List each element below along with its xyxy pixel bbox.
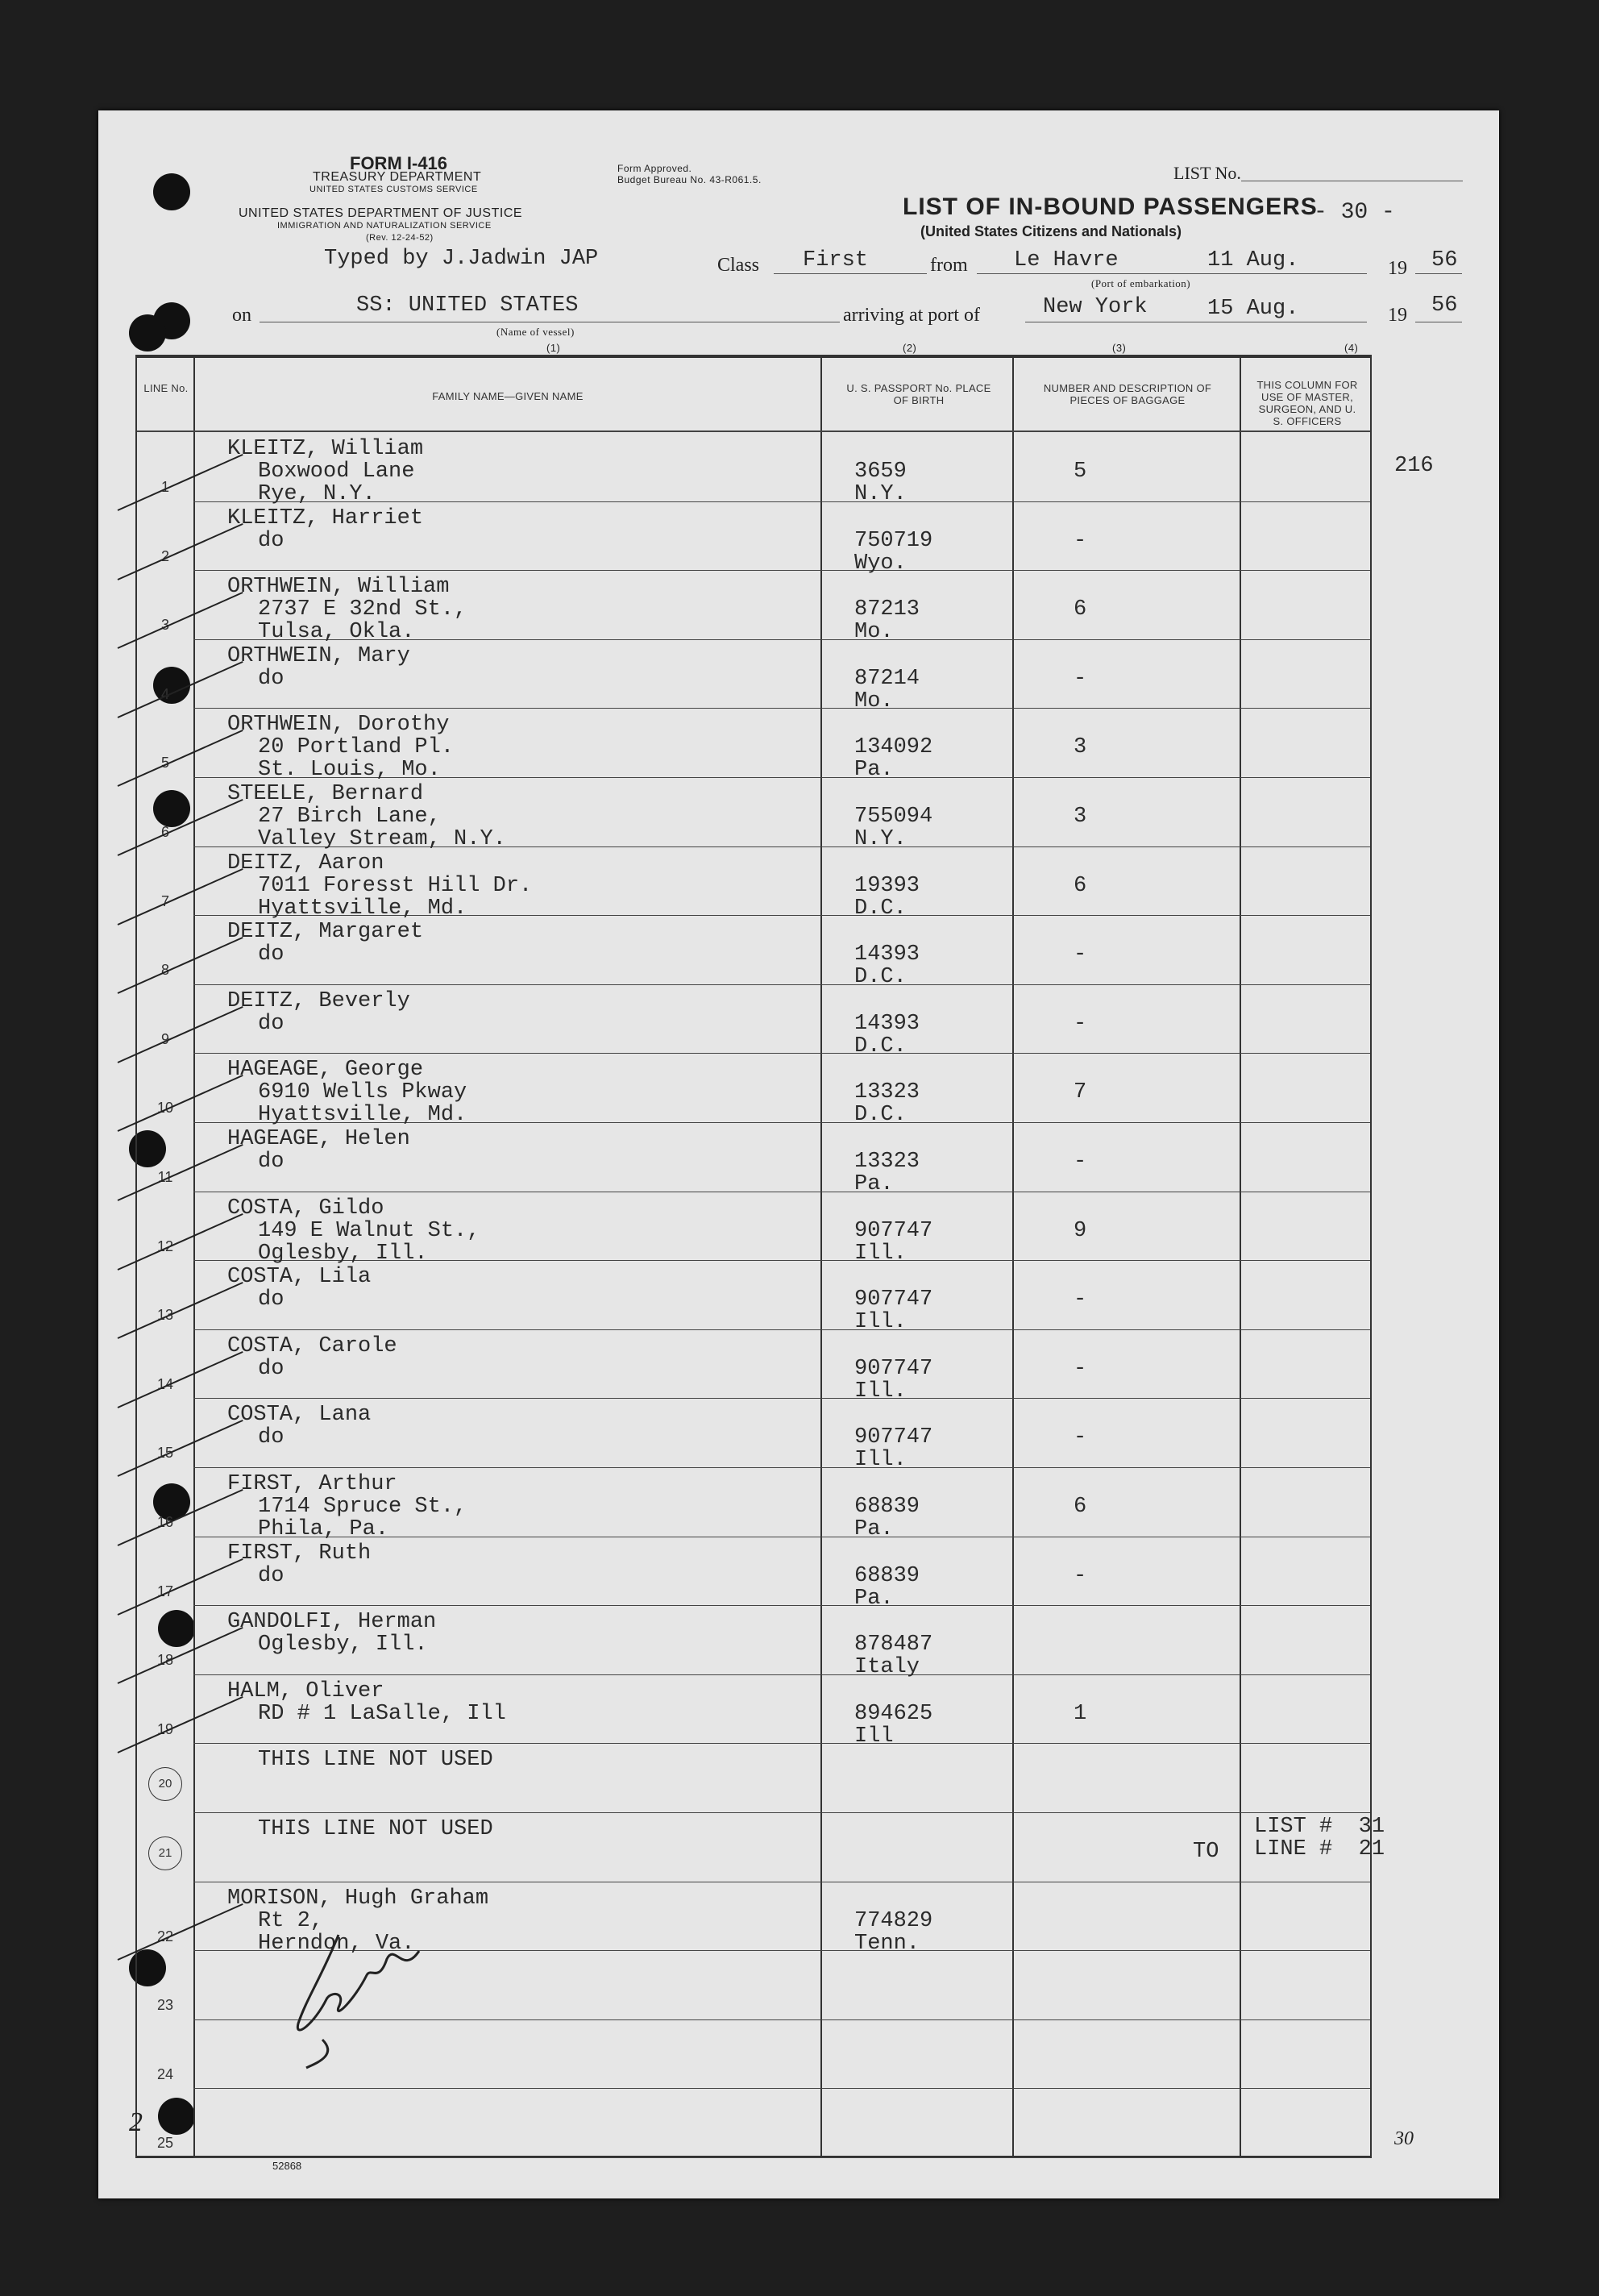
passenger-address: St. Louis, Mo. <box>258 758 441 783</box>
row-divider <box>193 2088 1370 2089</box>
baggage-count: - <box>1074 528 1087 553</box>
passport-number: 907747 <box>854 1356 933 1381</box>
check-mark <box>118 1351 243 1408</box>
binder-hole <box>153 173 190 210</box>
passenger-address: 27 Birch Lane, <box>258 805 441 829</box>
from-port: Le Havre <box>1014 248 1119 272</box>
line-number: 2 <box>160 547 169 564</box>
birth-place: Pa. <box>854 1517 894 1541</box>
budget-label: Budget Bureau No. 43-R061.5. <box>617 174 762 185</box>
passenger-name: MORISON, Hugh Graham <box>227 1886 489 1911</box>
baggage-count: 7 <box>1074 1080 1087 1105</box>
passenger-name: FIRST, Arthur <box>227 1472 397 1496</box>
line-number: 12 <box>156 1237 174 1254</box>
passenger-address: do <box>258 1287 284 1312</box>
row-divider <box>193 984 1370 985</box>
header-divider <box>137 430 1370 432</box>
officer-note: LIST # 31 LINE # 21 <box>1254 1815 1385 1861</box>
birth-place: Pa. <box>854 758 894 783</box>
baggage-count: 9 <box>1074 1218 1087 1243</box>
row-divider <box>193 570 1370 571</box>
line-number: 1 <box>160 479 169 495</box>
line-number: 16 <box>156 1514 174 1530</box>
line-number: 25 <box>156 2135 174 2152</box>
arrival-port: New York <box>1043 295 1148 319</box>
passenger-name: KLEITZ, William <box>227 437 424 461</box>
passenger-name: THIS LINE NOT USED <box>258 1748 493 1773</box>
line-number: 20 <box>148 1767 182 1801</box>
check-mark <box>118 799 243 856</box>
class-line <box>774 273 927 274</box>
birth-place: D.C. <box>854 896 907 921</box>
passenger-address: Oglesby, Ill. <box>258 1633 428 1658</box>
baggage-count: 6 <box>1074 873 1087 898</box>
check-mark <box>118 1282 243 1339</box>
approved-label: Form Approved. <box>617 163 692 174</box>
treasury-label: TREASURY DEPARTMENT <box>313 170 482 184</box>
line-number: 9 <box>160 1030 169 1047</box>
passenger-name: COSTA, Lila <box>227 1265 372 1290</box>
row-divider <box>193 2157 1370 2158</box>
check-mark <box>118 592 243 649</box>
col3-number: (3) <box>1112 342 1127 354</box>
passenger-address: do <box>258 942 284 967</box>
passenger-address: do <box>258 1563 284 1588</box>
line-number: 3 <box>160 617 169 634</box>
passenger-address: RD # 1 LaSalle, Ill <box>258 1701 506 1726</box>
baggage-count: 3 <box>1074 805 1087 829</box>
col-head-baggage: NUMBER AND DESCRIPTION OF PIECES OF BAGGAGE <box>1043 382 1212 406</box>
passenger-address: 2737 E 32nd St., <box>258 597 467 622</box>
baggage-count: - <box>1074 1150 1087 1174</box>
column-divider <box>1240 358 1241 2156</box>
passenger-address: Hyattsville, Md. <box>258 1103 467 1128</box>
birth-place: D.C. <box>854 965 907 990</box>
baggage-count: - <box>1074 1011 1087 1036</box>
passport-number: 774829 <box>854 1908 933 1933</box>
passport-number: 894625 <box>854 1701 933 1726</box>
birth-place: Tenn. <box>854 1931 920 1956</box>
officer-note: 216 <box>1394 454 1434 478</box>
birth-place: Mo. <box>854 688 894 713</box>
col-head-officers: THIS COLUMN FOR USE OF MASTER, SURGEON, AND U. S. OFFICERS <box>1256 379 1358 427</box>
check-mark <box>118 454 243 511</box>
row-divider <box>193 1674 1370 1675</box>
from-year-prefix: 19 <box>1388 258 1407 279</box>
birth-place: Pa. <box>854 1172 894 1196</box>
baggage-count: - <box>1074 1425 1087 1450</box>
baggage-count: - <box>1074 1563 1087 1588</box>
col-head-passport: U. S. PASSPORT No. PLACE OF BIRTH <box>846 382 991 406</box>
passenger-address: Oglesby, Ill. <box>258 1241 428 1266</box>
col1-number: (1) <box>546 342 561 354</box>
baggage-count: 1 <box>1074 1701 1087 1726</box>
line-number: 14 <box>156 1375 174 1392</box>
birth-place: Wyo. <box>854 551 907 576</box>
passport-number: 19393 <box>854 873 920 898</box>
vessel-label: (Name of vessel) <box>496 326 575 338</box>
vessel-name: SS: UNITED STATES <box>356 293 579 318</box>
row-divider <box>193 1605 1370 1606</box>
birth-place: Ill. <box>854 1241 907 1266</box>
passport-number: 68839 <box>854 1495 920 1519</box>
birth-place: D.C. <box>854 1103 907 1128</box>
immigration-label: IMMIGRATION AND NATURALIZATION SERVICE <box>277 221 492 231</box>
check-mark <box>118 523 243 580</box>
arrival-year: 56 <box>1431 293 1458 318</box>
on-label: on <box>232 305 251 326</box>
passenger-address: do <box>258 528 284 553</box>
passport-number: 68839 <box>854 1563 920 1588</box>
passenger-name: HAGEAGE, Helen <box>227 1127 410 1151</box>
baggage-count: 6 <box>1074 1495 1087 1519</box>
passport-number: 134092 <box>854 735 933 760</box>
from-year-line <box>1415 273 1462 274</box>
passenger-name: STEELE, Bernard <box>227 782 424 806</box>
passport-number: 87214 <box>854 666 920 691</box>
check-mark <box>118 730 243 787</box>
form-number: FORM I-416 <box>350 153 448 173</box>
birth-place: Ill. <box>854 1379 907 1404</box>
birth-place: N.Y. <box>854 827 907 851</box>
passenger-address: Phila, Pa. <box>258 1517 389 1541</box>
check-mark <box>118 1489 243 1546</box>
row-divider <box>193 1053 1370 1054</box>
passenger-address: 1714 Spruce St., <box>258 1495 467 1519</box>
check-mark <box>118 1627 243 1684</box>
passenger-address: Rye, N.Y. <box>258 482 376 506</box>
justice-label: UNITED STATES DEPARTMENT OF JUSTICE <box>239 206 523 220</box>
from-date: 11 Aug. <box>1207 248 1299 272</box>
check-mark <box>118 1558 243 1616</box>
birth-place: Ill <box>854 1724 894 1749</box>
passenger-address: 149 E Walnut St., <box>258 1218 480 1243</box>
baggage-count: - <box>1074 1356 1087 1381</box>
baggage-count: 3 <box>1074 735 1087 760</box>
typed-by: Typed by J.Jadwin JAP <box>324 247 599 271</box>
line-number: 22 <box>156 1928 174 1945</box>
check-mark <box>118 661 243 718</box>
line-number: 6 <box>160 824 169 840</box>
passenger-address: Herndon, Va. <box>258 1931 415 1956</box>
arrival-year-prefix: 19 <box>1388 305 1407 326</box>
birth-place: Ill. <box>854 1310 907 1335</box>
passenger-address: 20 Portland Pl. <box>258 735 455 760</box>
line-number: 10 <box>156 1100 174 1117</box>
passenger-name: HALM, Oliver <box>227 1678 384 1703</box>
baggage-count: 6 <box>1074 597 1087 622</box>
line-number: 23 <box>156 1997 174 2014</box>
passenger-address: do <box>258 666 284 691</box>
birth-place: D.C. <box>854 1034 907 1059</box>
column-divider <box>193 358 195 2156</box>
row-divider <box>193 1467 1370 1468</box>
col-head-line: LINE No. <box>143 382 189 394</box>
check-mark <box>118 937 243 994</box>
baggage-count: - <box>1074 1287 1087 1312</box>
line-number: 19 <box>156 1720 174 1737</box>
passenger-address: 6910 Wells Pkway <box>258 1080 467 1105</box>
arrival-date: 15 Aug. <box>1207 297 1299 321</box>
list-number: - 30 - <box>1314 200 1395 225</box>
check-mark <box>118 1075 243 1132</box>
col-head-name: FAMILY NAME—GIVEN NAME <box>432 390 584 402</box>
col2-number: (2) <box>903 342 917 354</box>
signature <box>290 1927 451 2072</box>
class-label: Class <box>717 255 760 276</box>
column-divider <box>1012 358 1014 2156</box>
passenger-address: do <box>258 1425 284 1450</box>
customs-label: UNITED STATES CUSTOMS SERVICE <box>309 185 478 194</box>
page-mark: 30 <box>1394 2128 1414 2149</box>
check-mark <box>118 1420 243 1477</box>
passport-number: 750719 <box>854 528 933 553</box>
revision-label: (Rev. 12-24-52) <box>366 233 434 243</box>
row-divider <box>193 1743 1370 1744</box>
birth-place: Ill. <box>854 1448 907 1473</box>
arriving-label: arriving at port of <box>843 305 980 326</box>
list-title: LIST OF IN-BOUND PASSENGERS <box>903 193 1318 220</box>
passport-number: 907747 <box>854 1287 933 1312</box>
check-mark <box>118 1006 243 1063</box>
passenger-name: COSTA, Carole <box>227 1333 397 1358</box>
line-number: 7 <box>160 892 169 909</box>
passenger-address: Tulsa, Okla. <box>258 620 415 645</box>
birth-place: Italy <box>854 1655 920 1680</box>
passenger-address: Rt 2, <box>258 1908 324 1933</box>
col4-number: (4) <box>1344 342 1359 354</box>
line-number: 11 <box>157 1169 173 1185</box>
check-mark <box>118 1144 243 1201</box>
row-divider <box>193 1329 1370 1330</box>
passenger-address: Hyattsville, Md. <box>258 896 467 921</box>
passenger-name: ORTHWEIN, William <box>227 575 450 600</box>
passport-number: 14393 <box>854 942 920 967</box>
passenger-address: 7011 Foresst Hill Dr. <box>258 873 533 898</box>
passenger-name: DEITZ, Aaron <box>227 851 384 876</box>
from-line <box>977 273 1367 274</box>
passport-number: 878487 <box>854 1633 933 1658</box>
passenger-name: THIS LINE NOT USED <box>258 1817 493 1841</box>
passenger-name: FIRST, Ruth <box>227 1541 372 1566</box>
class-value: First <box>803 248 869 272</box>
passenger-name: COSTA, Lana <box>227 1403 372 1428</box>
passenger-address: do <box>258 1356 284 1381</box>
passenger-name: DEITZ, Beverly <box>227 988 410 1013</box>
from-label: from <box>930 255 968 276</box>
passport-number: 87213 <box>854 597 920 622</box>
passenger-address: do <box>258 1011 284 1036</box>
line-number: 8 <box>160 962 169 979</box>
from-year: 56 <box>1431 248 1458 272</box>
passport-number: 3659 <box>854 460 907 484</box>
line-number: 18 <box>156 1652 174 1669</box>
line-number: 4 <box>160 685 169 702</box>
baggage-count: - <box>1074 666 1087 691</box>
row-divider <box>193 1398 1370 1399</box>
passenger-address: Valley Stream, N.Y. <box>258 827 506 851</box>
birth-place: N.Y. <box>854 482 907 506</box>
binder-hole <box>129 314 166 351</box>
row-divider <box>193 708 1370 709</box>
check-mark <box>118 1696 243 1753</box>
passport-number: 14393 <box>854 1011 920 1036</box>
passenger-name: KLEITZ, Harriet <box>227 505 424 530</box>
passport-number: 907747 <box>854 1425 933 1450</box>
passenger-name: HAGEAGE, George <box>227 1058 424 1083</box>
passenger-name: ORTHWEIN, Mary <box>227 643 410 668</box>
passport-number: 13323 <box>854 1150 920 1174</box>
column-divider <box>820 358 822 2156</box>
check-mark <box>118 1903 243 1961</box>
margin-mark: 2 <box>129 2107 143 2137</box>
passport-number: 907747 <box>854 1218 933 1243</box>
line-number: 13 <box>156 1307 174 1324</box>
form-code: 52868 <box>272 2160 302 2172</box>
passenger-address: Boxwood Lane <box>258 460 415 484</box>
baggage-count: 5 <box>1074 460 1087 484</box>
passenger-name: COSTA, Gildo <box>227 1196 384 1221</box>
passenger-name: ORTHWEIN, Dorothy <box>227 713 450 738</box>
passport-number: 13323 <box>854 1080 920 1105</box>
line-number: 5 <box>160 755 169 772</box>
birth-place: Mo. <box>854 620 894 645</box>
check-mark <box>118 1213 243 1271</box>
passport-number: 755094 <box>854 805 933 829</box>
passenger-address: do <box>258 1150 284 1174</box>
passenger-name: GANDOLFI, Herman <box>227 1610 437 1635</box>
baggage-count: TO <box>1193 1840 1219 1864</box>
line-number: 15 <box>156 1445 174 1462</box>
line-number: 24 <box>156 2065 174 2082</box>
birth-place: Pa. <box>854 1586 894 1611</box>
list-no-label: LIST No. <box>1173 163 1241 183</box>
baggage-count: - <box>1074 942 1087 967</box>
row-divider <box>193 1812 1370 1813</box>
line-number: 17 <box>156 1583 174 1599</box>
list-subtitle: (United States Citizens and Nationals) <box>920 223 1182 239</box>
port-embark-label: (Port of embarkation) <box>1091 277 1191 289</box>
line-number: 21 <box>148 1836 182 1870</box>
passenger-name: DEITZ, Margaret <box>227 920 424 945</box>
check-mark <box>118 868 243 925</box>
